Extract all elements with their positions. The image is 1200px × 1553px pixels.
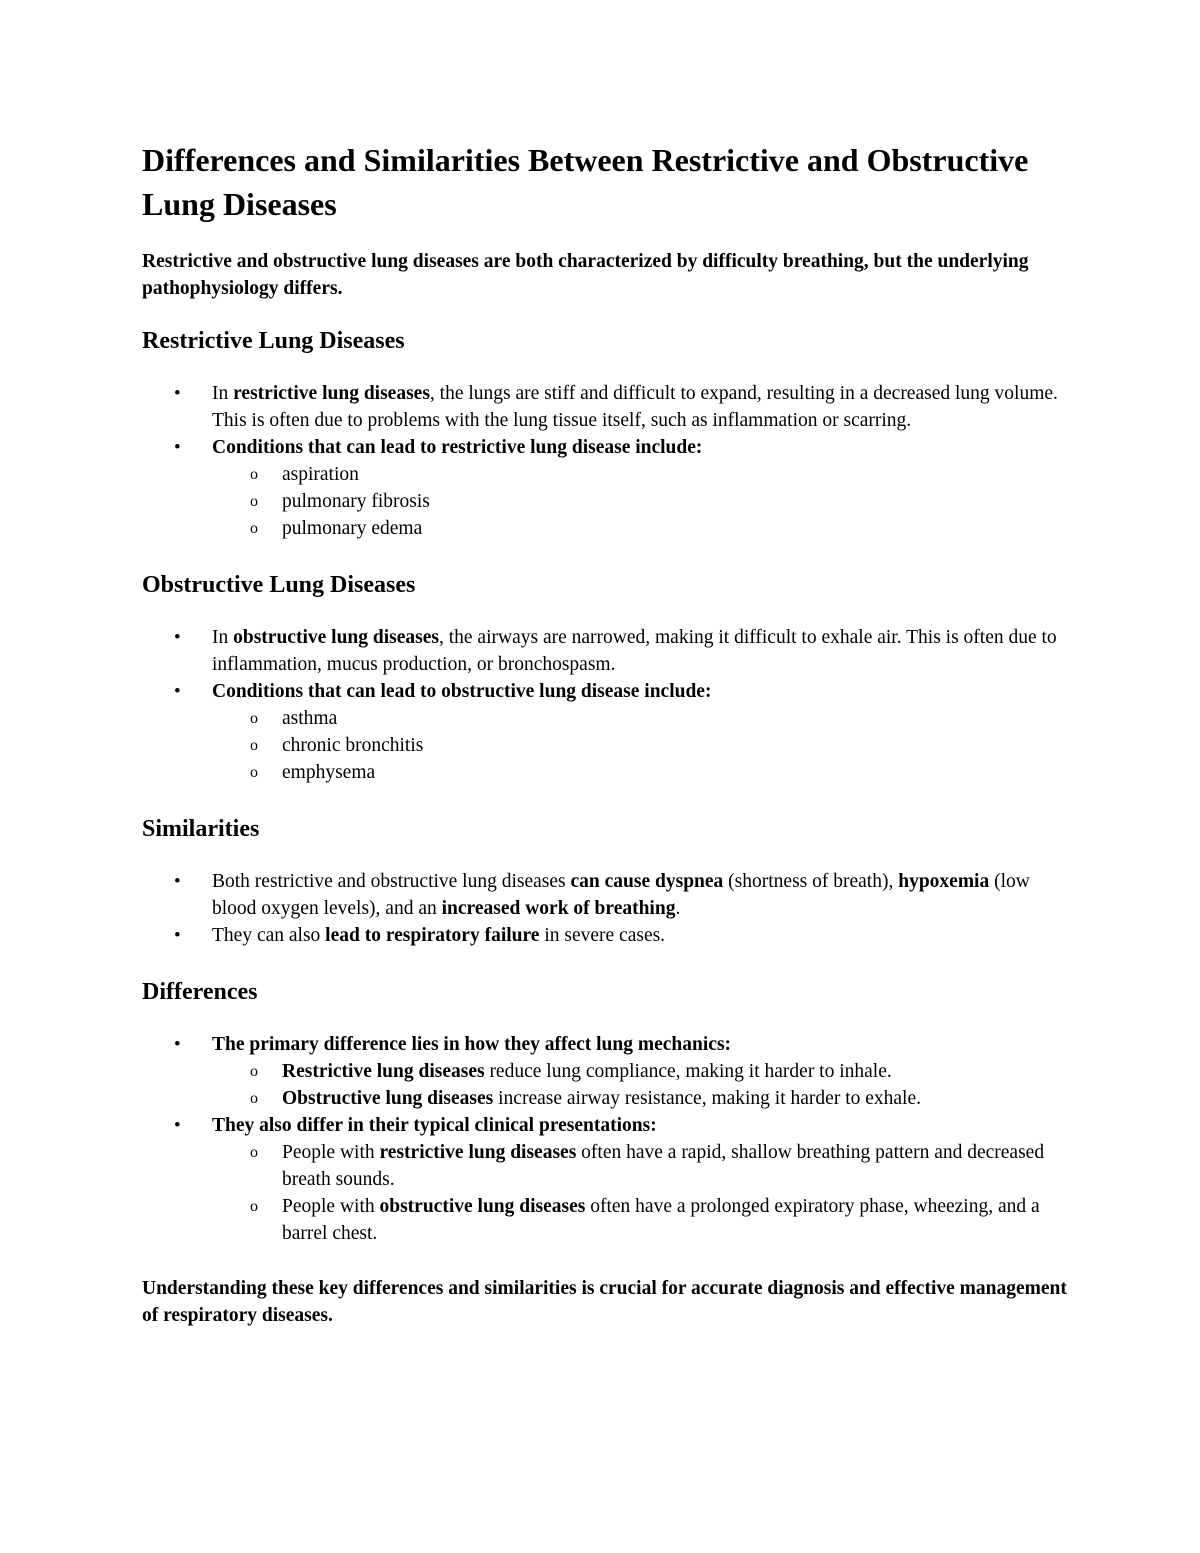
bullet-icon: • <box>174 1115 181 1136</box>
closing-paragraph: Understanding these key differences and similarities is crucial for accurate diagnosis and effective management of respiratory diseases. <box>142 1278 1067 1326</box>
sub-list-item: o Obstructive lung diseases increase airway resistance, making it harder to exhale. <box>212 1085 1072 1112</box>
list-item: • They can also lead to respiratory failure in severe cases. <box>142 922 1072 949</box>
sub-list-item: o asthma <box>212 705 1072 732</box>
bullet-icon: • <box>174 1034 181 1055</box>
restrictive-list <box>142 380 1072 542</box>
sub-list-item: o chronic bronchitis <box>212 732 1072 759</box>
bullet-icon: • <box>174 925 181 946</box>
sub-bullet-icon: o <box>250 764 258 781</box>
sub-bullet-icon: o <box>250 493 258 510</box>
differences-list <box>142 1031 1072 1247</box>
similarities-list <box>142 868 1072 949</box>
sub-bullet-icon: o <box>250 710 258 727</box>
mechanics-list <box>212 1058 1072 1112</box>
sub-list-item: o Restrictive lung diseases reduce lung compliance, making it harder to inhale. <box>212 1058 1072 1085</box>
list-item: • They also differ in their typical clinical presentations: o People with restrictive lung diseases often have a rapid, shallow breathing pattern and decreased breath sounds. o People with obstructive lung diseases often have a prolonged expiratory phase, wheezing, and a barrel chest. <box>142 1112 1072 1247</box>
sub-list-item: o aspiration <box>212 461 1072 488</box>
restrictive-conditions-list <box>212 461 1072 542</box>
sub-bullet-icon: o <box>250 1198 258 1215</box>
sub-bullet-icon: o <box>250 1063 258 1080</box>
bullet-icon: • <box>174 437 181 458</box>
sub-list-item: o emphysema <box>212 759 1072 786</box>
section-heading-restrictive: Restrictive Lung Diseases <box>142 328 405 354</box>
list-item: • Conditions that can lead to restrictive lung disease include: o aspiration o pulmonary fibrosis o pulmonary edema <box>142 434 1072 542</box>
sub-list-item: o pulmonary fibrosis <box>212 488 1072 515</box>
bullet-icon: • <box>174 681 181 702</box>
bullet-icon: • <box>174 871 181 892</box>
sub-bullet-icon: o <box>250 1144 258 1161</box>
obstructive-list <box>142 624 1072 786</box>
presentations-list <box>212 1139 1072 1247</box>
list-item: • Conditions that can lead to obstructive lung disease include: o asthma o chronic bronchitis o emphysema <box>142 678 1072 786</box>
section-heading-obstructive: Obstructive Lung Diseases <box>142 572 416 598</box>
bullet-icon: • <box>174 627 181 648</box>
sub-bullet-icon: o <box>250 1090 258 1107</box>
document-page <box>142 138 1072 1329</box>
list-item: • In obstructive lung diseases, the airways are narrowed, making it difficult to exhale air. This is often due to inflammation, mucus production, or bronchospasm. <box>142 624 1072 678</box>
sub-bullet-icon: o <box>250 520 258 537</box>
intro-paragraph: Restrictive and obstructive lung diseases are both characterized by difficulty breathing, but the underlying pathophysiology differs. <box>142 251 1029 299</box>
bullet-icon: • <box>174 383 181 404</box>
list-item: • In restrictive lung diseases, the lungs are stiff and difficult to expand, resulting in a decreased lung volume. This is often due to problems with the lung tissue itself, such as inflammation or scarring. <box>142 380 1072 434</box>
sub-list-item: o pulmonary edema <box>212 515 1072 542</box>
obstructive-conditions-list <box>212 705 1072 786</box>
sub-list-item: o People with restrictive lung diseases often have a rapid, shallow breathing pattern and decreased breath sounds. <box>212 1139 1072 1193</box>
section-heading-similarities: Similarities <box>142 816 260 842</box>
list-item: • The primary difference lies in how they affect lung mechanics: o Restrictive lung diseases reduce lung compliance, making it harder to inhale. o Obstructive lung diseases increase airway resistance, making it harder to exhale. <box>142 1031 1072 1112</box>
sub-bullet-icon: o <box>250 466 258 483</box>
list-item: • Both restrictive and obstructive lung diseases can cause dyspnea (shortness of breath), hypoxemia (low blood oxygen levels), and an increased work of breathing. <box>142 868 1072 922</box>
sub-bullet-icon: o <box>250 737 258 754</box>
sub-list-item: o People with obstructive lung diseases often have a prolonged expiratory phase, wheezing, and a barrel chest. <box>212 1193 1072 1247</box>
section-heading-differences: Differences <box>142 979 258 1005</box>
page-title: Differences and Similarities Between Restrictive and Obstructive Lung Diseases <box>142 142 1029 222</box>
